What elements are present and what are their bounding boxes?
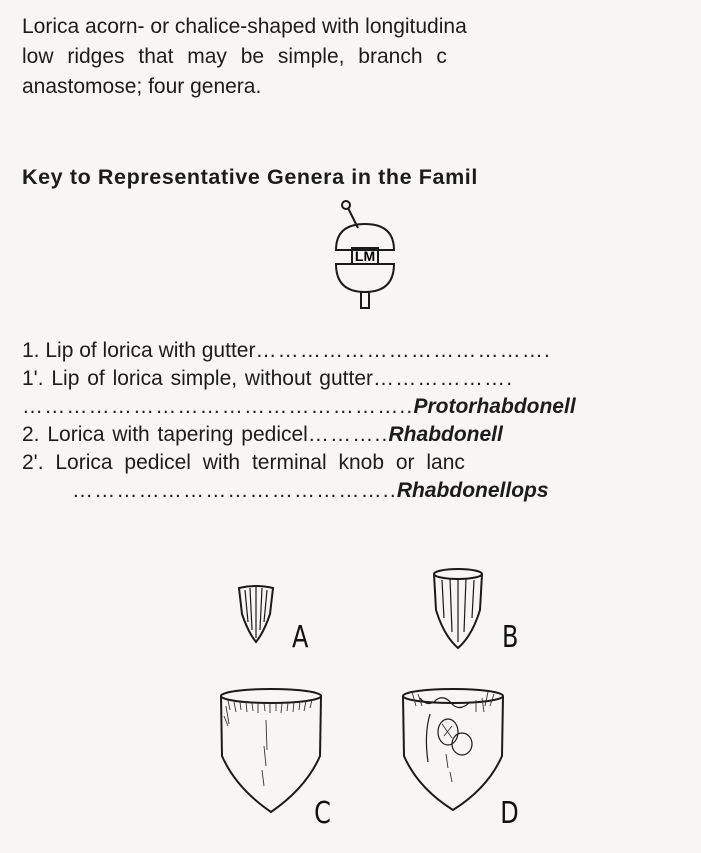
key-entry-2-prime-result [72, 478, 549, 504]
key-entry-1-text: 1. Lip of lorica with gutter [22, 339, 256, 362]
description-line-2: low ridges that may be simple, branch c [22, 45, 447, 68]
key-entry-1-prime-result-leader: …………………………………………….. [22, 395, 414, 418]
key-entry-2-prime [22, 450, 465, 476]
microscope-label: LM [354, 248, 376, 264]
figure-c-lorica [216, 686, 326, 814]
light-microscope-icon [330, 198, 400, 316]
key-entry-1-prime-text: 1'. Lip of lorica simple, without gutter [22, 367, 374, 390]
figure-d-lorica [398, 684, 508, 812]
figure-b-label: B [502, 620, 519, 655]
key-entry-2 [22, 422, 503, 448]
figure-a-lorica [236, 582, 276, 644]
genus-rhabdonella: Rhabdonell [388, 423, 503, 446]
key-entry-1-leader: …………………………………. [255, 339, 552, 362]
microscope-lower-bowl [336, 264, 394, 292]
figure-a-label: A [292, 620, 309, 655]
genus-rhabdonellopsis: Rhabdonellops [396, 479, 549, 502]
key-entry-2-prime-text: 2'. Lorica pedicel with terminal knob or lanc [22, 451, 465, 474]
description-line-1: Lorica acorn- or chalice-shaped with longitudina [22, 15, 467, 38]
key-heading: Key to Representative Genera in the Famil [22, 165, 478, 189]
key-entry-2-leader: ……….. [307, 423, 389, 446]
figure-c-label: C [314, 796, 331, 831]
microscope-upper-dome [336, 224, 394, 250]
key-entry-1-prime-result [22, 394, 576, 420]
microscope-stem [361, 292, 369, 308]
key-entry-1 [22, 338, 551, 364]
key-entry-2-text: 2. Lorica with tapering pedicel [22, 423, 308, 446]
microscope-knob [342, 201, 350, 209]
key-entry-1-prime-leader: ………………. [373, 367, 514, 390]
genus-protorhabdonella: Protorhabdonell [413, 395, 576, 418]
key-entry-1-prime [22, 366, 513, 392]
description-line-3: anastomose; four genera. [22, 75, 262, 98]
figure-b-lorica [430, 566, 486, 650]
key-entry-2-prime-result-leader: …………………………………….. [72, 479, 397, 502]
figure-d-label: D [500, 796, 519, 831]
